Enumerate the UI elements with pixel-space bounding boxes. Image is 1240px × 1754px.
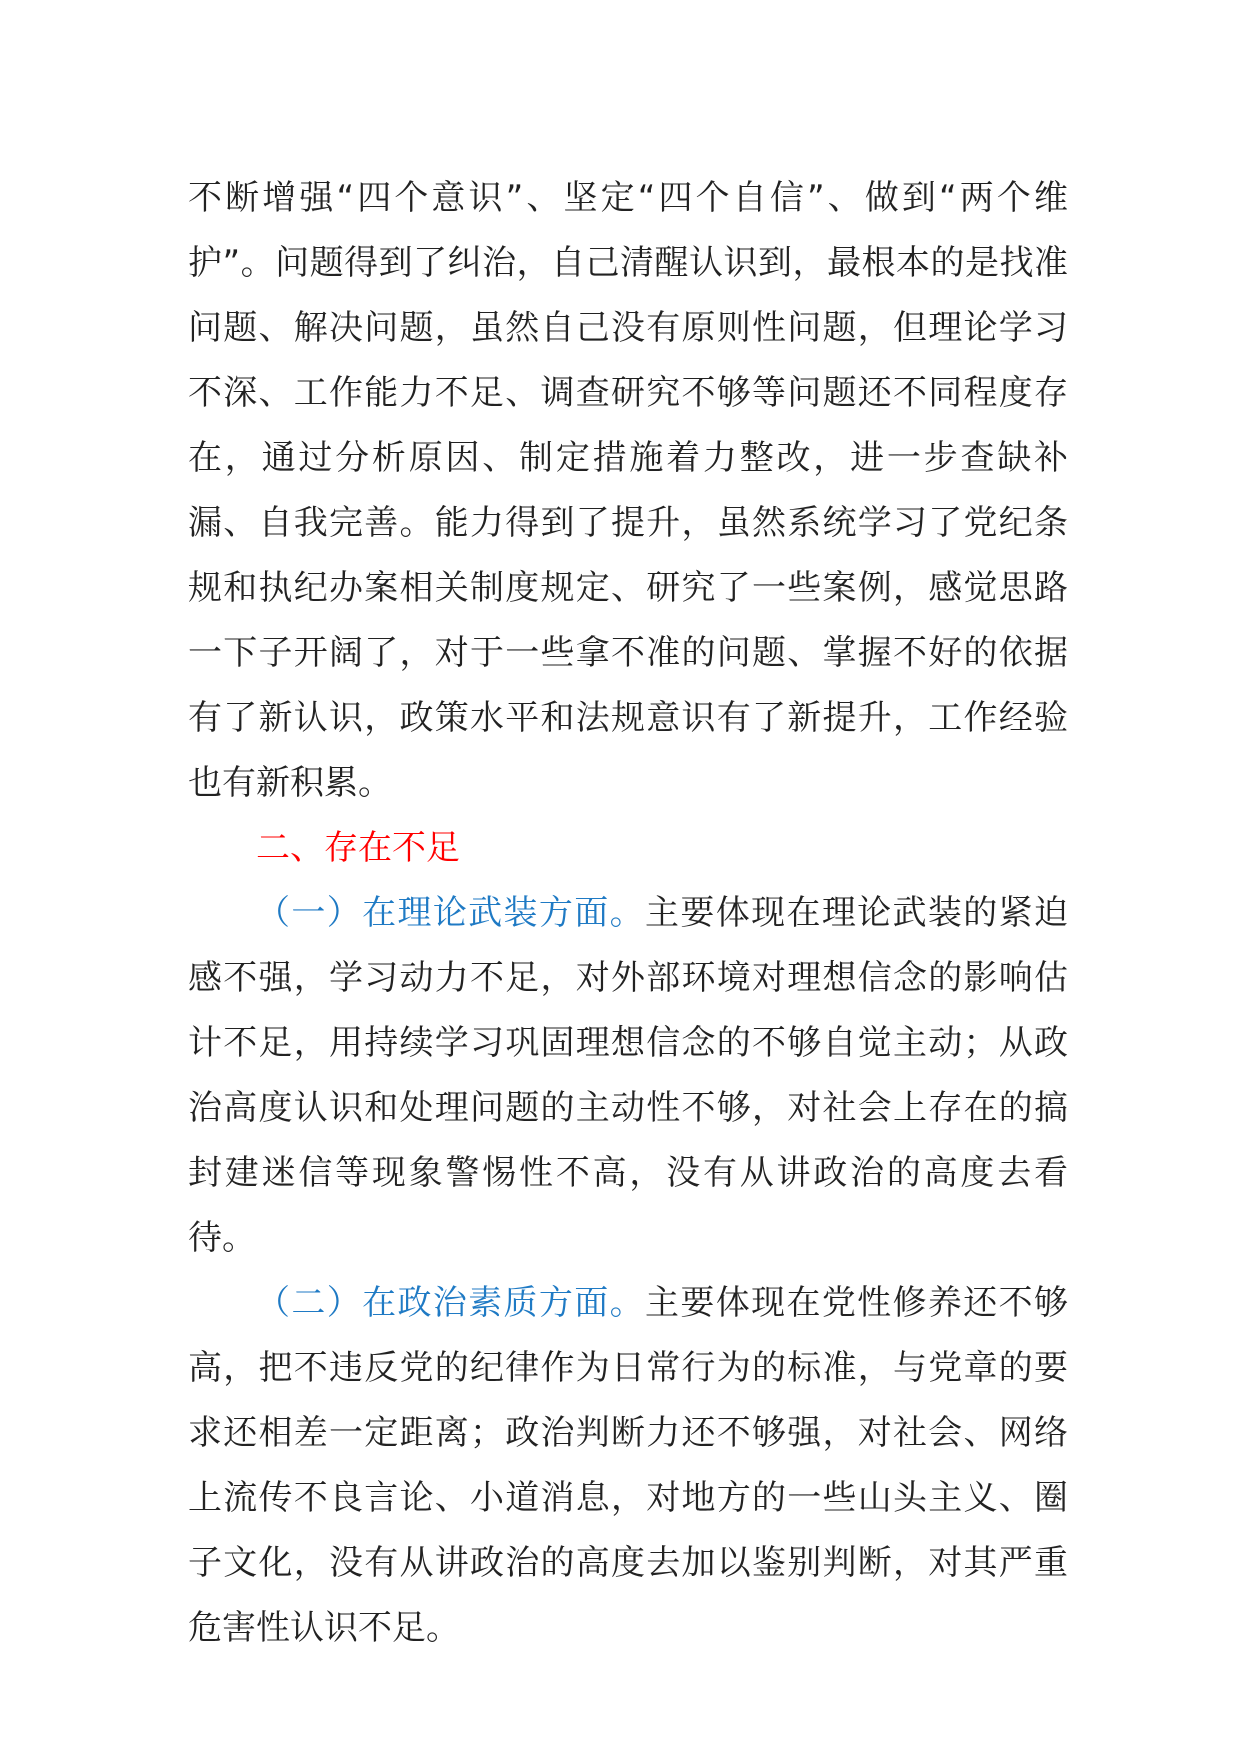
- subhead-politics: （二）在政治素质方面。: [256, 1283, 645, 1323]
- document-body: [188, 166, 1068, 1661]
- body-theory: 主要体现在理论武装的紧迫感不强，学习动力不足，对外部环境对理想信念的影响估计不足，用持续学习巩固理想信念的不够自觉主动；从政治高度认识和处理问题的主动性不够，对社会上存在的搞封建迷信等现象警惕性不高，没有从讲政治的高度去看待。: [188, 893, 1068, 1258]
- paragraph-continued: 不断增强“四个意识”、坚定“四个自信”、做到“两个维护”。问题得到了纠治，自己清醒认识到，最根本的是找准问题、解决问题，虽然自己没有原则性问题，但理论学习不深、工作能力不足、调查研究不够等问题还不同程度存在，通过分析原因、制定措施着力整改，进一步查缺补漏、自我完善。能力得到了提升，虽然系统学习了党纪条规和执纪办案相关制度规定、研究了一些案例，感觉思路一下子开阔了，对于一些拿不准的问题、掌握不好的依据有了新认识，政策水平和法规意识有了新提升，工作经验也有新积累。: [188, 178, 1068, 803]
- subhead-theory: （一）在理论武装方面。: [256, 893, 645, 933]
- list-item-theory: [188, 881, 1068, 1271]
- section-heading: 二、存在不足: [256, 828, 460, 868]
- body-politics: 主要体现在党性修养还不够高，把不违反党的纪律作为日常行为的标准，与党章的要求还相差一定距离；政治判断力还不够强，对社会、网络上流传不良言论、小道消息，对地方的一些山头主义、圈子文化，没有从讲政治的高度去加以鉴别判断，对其严重危害性认识不足。: [188, 1283, 1068, 1648]
- list-item-politics: [188, 1271, 1068, 1661]
